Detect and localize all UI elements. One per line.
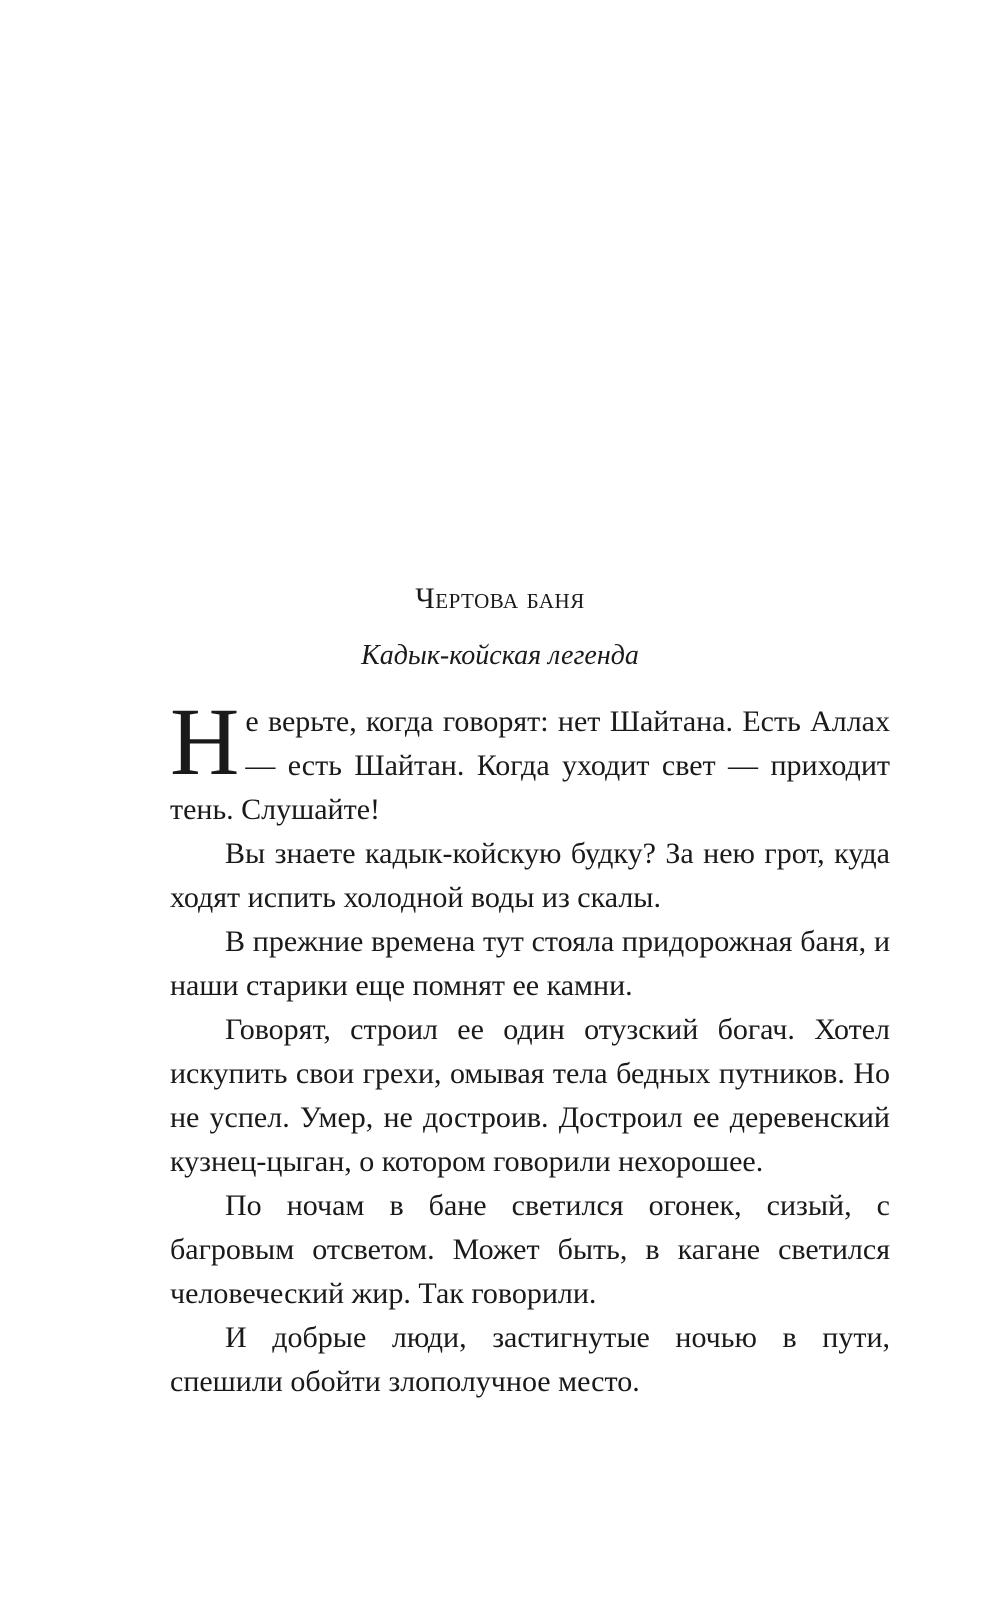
paragraph-2: Вы знаете кадык-койскую будку? За нею грот, куда ходят испить холодной воды из скалы. [170,837,890,914]
paragraph-3: В прежние времена тут стояла придорожная баня, и наши старики еще помнят ее камни. [170,925,890,1002]
drop-cap: Н [170,688,240,795]
chapter-subtitle: Кадык-койская легенда [361,640,639,671]
paragraph-5: По ночам в бане светился огонек, сизый, с багровым отсветом. Может быть, в кагане светился человеческий жир. Так говорили. [170,1189,890,1310]
paragraph-1-text: е верьте, когда говорят: нет Шайтана. Есть Аллах — есть Шайтан. Когда уходит свет — приходит тень. Слушайте! [170,705,890,826]
chapter-title: Чертова баня [415,582,585,615]
paragraph-4: Говорят, строил ее один отузский богач. Хотел искупить свои грехи, омывая тела бедных путников. Но не успел. Умер, не достроив. Достроил ее деревенский кузнец-цыган, о котором говорили нехорошее. [170,1013,890,1178]
paragraph-6: И добрые люди, застигнутые ночью в пути, спешили обойти злополучное место. [170,1321,890,1398]
chapter-body [170,688,890,1404]
paragraph-1 [170,688,890,832]
